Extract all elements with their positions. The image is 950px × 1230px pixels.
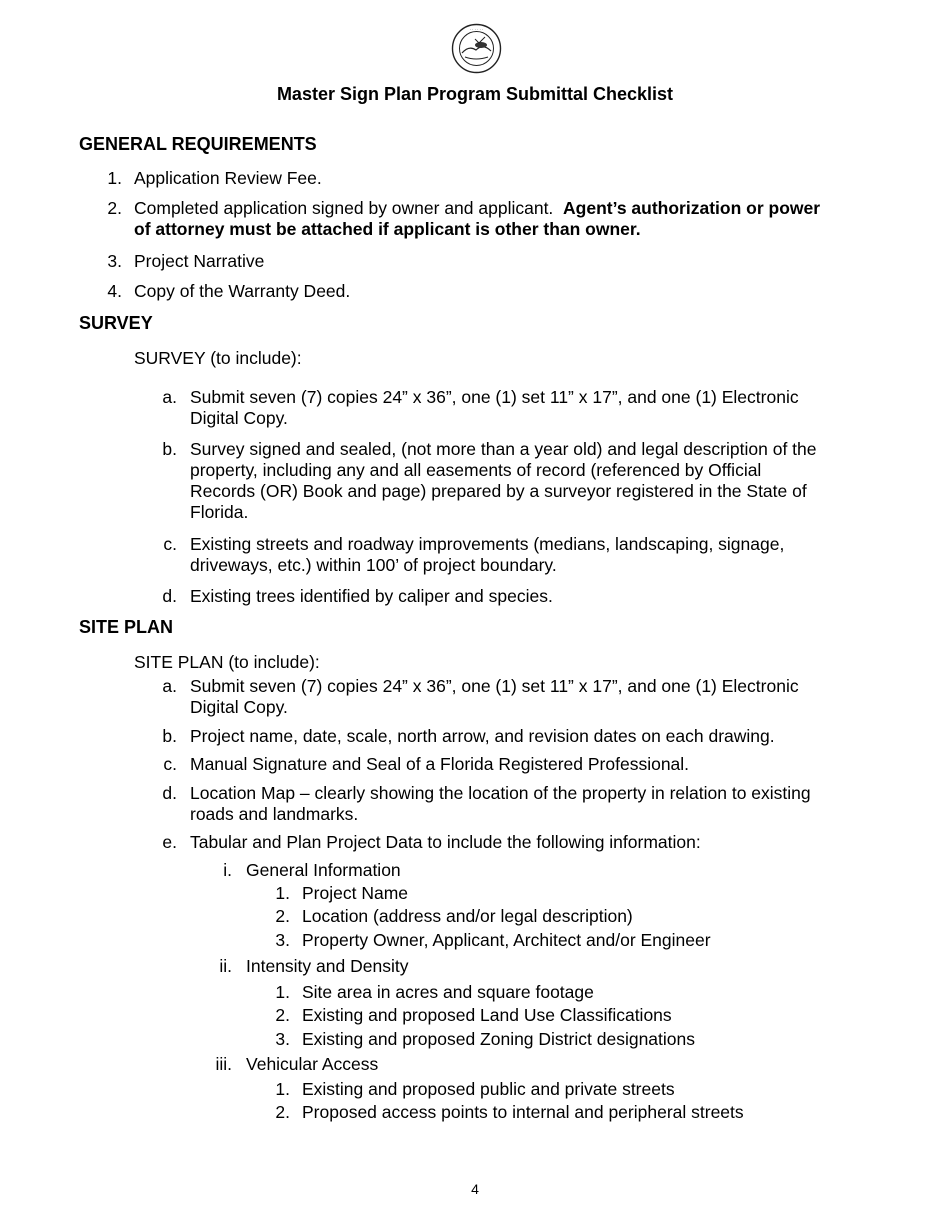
list-item: Application Review Fee.	[134, 168, 322, 188]
list-item-marker: 2.	[107, 198, 122, 218]
subsection-label: Vehicular Access	[246, 1054, 379, 1074]
list-item: Proposed access points to internal and peripheral streets	[302, 1102, 744, 1122]
subsection-marker: i.	[223, 860, 232, 880]
list-item-marker: d.	[162, 586, 177, 606]
list-item: Project Name	[302, 883, 409, 903]
document-title: Master Sign Plan Program Submittal Checklist	[276, 84, 674, 104]
list-item-marker: b.	[162, 726, 177, 746]
list-item: Existing and proposed Zoning District designations	[302, 1029, 695, 1049]
page-number: 4	[471, 1181, 479, 1197]
list-item-marker: b.	[162, 439, 177, 459]
list-item-line: property, including any and all easements of record (referenced by Official	[190, 460, 762, 480]
subsection-label: Intensity and Density	[246, 956, 409, 976]
list-item-line: Digital Copy.	[190, 408, 288, 428]
list-item: Site area in acres and square footage	[302, 982, 594, 1002]
list-item-bold-text: of attorney must be attached if applicant is other than owner.	[134, 219, 641, 239]
list-item-line: Existing streets and roadway improvements (medians, landscaping, signage,	[190, 534, 785, 554]
list-item: Copy of the Warranty Deed.	[134, 281, 351, 301]
list-item-marker: c.	[163, 534, 177, 554]
svg-text:· · · · · ·: · · · · · ·	[469, 27, 484, 32]
site-plan-heading: SITE PLAN	[79, 617, 174, 637]
list-item-line: driveways, etc.) within 100’ of project boundary.	[190, 555, 557, 575]
list-item: Existing and proposed public and private streets	[302, 1079, 675, 1099]
list-item-marker: a.	[162, 676, 177, 696]
list-item: Project Narrative	[134, 251, 265, 271]
list-item-marker: e.	[162, 832, 177, 852]
list-item-text: Completed application signed by owner and applicant.	[134, 198, 554, 218]
list-item-marker: 1.	[275, 883, 290, 903]
list-item-line: roads and landmarks.	[190, 804, 359, 824]
list-item-line: Digital Copy.	[190, 697, 288, 717]
list-item-marker: a.	[162, 387, 177, 407]
list-item-marker: d.	[162, 783, 177, 803]
general-requirements-heading: GENERAL REQUIREMENTS	[79, 134, 317, 154]
subsection-marker: iii.	[215, 1054, 232, 1074]
list-item-line: Location Map – clearly showing the location of the property in relation to existing	[190, 783, 811, 803]
list-item-marker: 1.	[107, 168, 122, 188]
list-item-line: Submit seven (7) copies 24” x 36”, one (1) set 11” x 17”, and one (1) Electronic	[190, 387, 799, 407]
list-item-marker: 2.	[275, 906, 290, 926]
list-item-marker: 3.	[275, 1029, 290, 1049]
list-item-marker: c.	[163, 754, 177, 774]
list-item	[134, 198, 820, 219]
list-item-line: Manual Signature and Seal of a Florida Registered Professional.	[190, 754, 690, 774]
survey-intro: SURVEY (to include):	[134, 348, 302, 368]
list-item-line: Records (OR) Book and page) prepared by a surveyor registered in the State of	[190, 481, 807, 501]
list-item-marker: 4.	[107, 281, 122, 301]
list-item: Location (address and/or legal description)	[302, 906, 633, 926]
list-item-marker: 2.	[275, 1005, 290, 1025]
subsection-label: General Information	[246, 860, 401, 880]
list-item-marker: 3.	[275, 930, 290, 950]
list-item-line: Florida.	[190, 502, 249, 522]
list-item-line: Survey signed and sealed, (not more than a year old) and legal description of the	[190, 439, 817, 459]
list-item: Existing and proposed Land Use Classifications	[302, 1005, 672, 1025]
list-item-marker: 3.	[107, 251, 122, 271]
list-item-line: Existing trees identified by caliper and species.	[190, 586, 553, 606]
list-item-line: Submit seven (7) copies 24” x 36”, one (1) set 11” x 17”, and one (1) Electronic	[190, 676, 799, 696]
city-seal-icon	[451, 23, 502, 74]
list-item-marker: 2.	[275, 1102, 290, 1122]
site-plan-intro: SITE PLAN (to include):	[134, 652, 320, 672]
list-item-line: Project name, date, scale, north arrow, and revision dates on each drawing.	[190, 726, 775, 746]
list-item-line: Tabular and Plan Project Data to include the following information:	[190, 832, 701, 852]
survey-heading: SURVEY	[79, 313, 153, 333]
list-item-marker: 1.	[275, 1079, 290, 1099]
subsection-marker: ii.	[219, 956, 232, 976]
list-item-bold-text: Agent’s authorization or power	[563, 198, 821, 218]
list-item-marker: 1.	[275, 982, 290, 1002]
list-item: Property Owner, Applicant, Architect and/or Engineer	[302, 930, 711, 950]
